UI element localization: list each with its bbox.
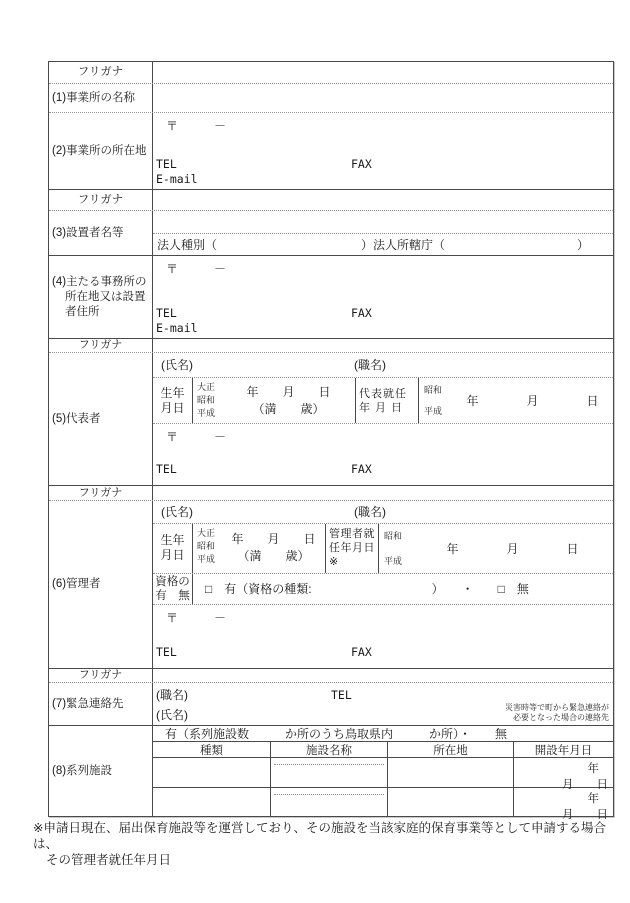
facilities-table-header (153, 742, 613, 758)
birthdate-field (193, 524, 326, 573)
era-options: 昭和 平成 (384, 530, 403, 566)
footnote-line-1: ※申請日現在、届出保育施設等を運営しており、その施設を当該家庭的保育事業等として申請する場合は、 (33, 821, 606, 851)
facility-address-cell (388, 788, 514, 816)
application-form-table (48, 61, 614, 821)
title-paren-label: (職名) (354, 358, 386, 373)
fax-label: FAX (351, 306, 372, 320)
furigana-label: フリガナ (49, 669, 153, 682)
furigana-label: フリガナ (49, 190, 153, 210)
furigana-field (153, 669, 613, 682)
title-paren-label: (職名) (354, 505, 386, 520)
furigana-label: フリガナ (49, 339, 153, 352)
corporation-type-line: 法人種別（ ）法人所轄庁（ ） (157, 238, 590, 253)
head-office-address-field (153, 256, 613, 338)
facility-table-row (153, 788, 613, 821)
birthdate-age: （満 歳） (252, 401, 325, 416)
furigana-field (153, 486, 613, 500)
assumption-date-header: 管理者就 任年月日 ※ (326, 524, 379, 573)
facility-table-row (153, 758, 613, 791)
business-name-label: (1)事業所の名称 (49, 84, 153, 112)
assumption-date-field (379, 524, 613, 573)
emergency-contact-label: (7)緊急連絡先 (49, 683, 153, 725)
manager-address-field (153, 605, 613, 668)
name-paren-label: (氏名) (156, 708, 188, 722)
col-facility-name-header: 施設名称 (271, 742, 388, 757)
furigana-strip (274, 788, 384, 795)
row-emergency-contact (49, 683, 613, 726)
representative-name-row (153, 353, 613, 378)
row-affiliated-facilities (49, 726, 613, 821)
facility-type-cell (153, 758, 271, 787)
assumption-ymd: 年 月 日 (466, 394, 599, 409)
row-founder-name (49, 211, 613, 256)
row-representative (49, 353, 613, 486)
founder-name-label: (3)設置者名等 (49, 211, 153, 255)
row-head-office-address (49, 256, 613, 339)
business-address-field (153, 113, 613, 189)
name-paren-label: (氏名) (161, 358, 193, 373)
postal-code-line: 〒 － (166, 611, 227, 626)
furigana-row-manager (49, 486, 613, 501)
facility-name-cell (271, 758, 388, 787)
representative-address-field (153, 424, 613, 485)
fax-label: FAX (351, 645, 372, 659)
furigana-label: フリガナ (49, 486, 153, 500)
fax-label: FAX (351, 157, 372, 171)
qualification-checkbox-line: □ 有（資格の種類: ） ・ □ 無 (205, 582, 529, 597)
business-name-field (153, 84, 613, 112)
manager-birth-row (153, 524, 613, 574)
row-business-name (49, 84, 613, 113)
qualification-header: 資格の 有 無 (153, 574, 193, 605)
facility-opening-date-cell: 年 月 日 (562, 763, 608, 791)
postal-code-line: 〒 － (166, 119, 227, 133)
furigana-row-representative (49, 339, 613, 353)
furigana-row-business-name (49, 62, 613, 84)
affiliated-count-line: 有（系列施設数 か所のうち鳥取県内 か所）・ 無 (153, 726, 613, 742)
birthdate-header: 生年 月日 (153, 378, 193, 424)
name-paren-label: (氏名) (161, 505, 193, 520)
founder-name-field (153, 211, 613, 234)
assumption-date-header: 代表就任 年 月 日 (356, 378, 419, 424)
facility-name-cell (271, 788, 388, 816)
row-manager (49, 501, 613, 669)
assumption-ymd: 年 月 日 (446, 541, 579, 556)
tel-label: TEL (156, 645, 177, 659)
col-opening-date-header: 開設年月日 (534, 744, 593, 757)
furigana-field (153, 190, 613, 210)
postal-code-line: 〒 － (166, 262, 227, 276)
tel-label: TEL (156, 306, 177, 320)
furigana-strip (274, 758, 384, 765)
email-label: E-mail (156, 172, 198, 186)
manager-label: (6)管理者 (49, 501, 153, 668)
birthdate-field (193, 378, 356, 424)
era-options: 大正 昭和 平成 (197, 381, 216, 418)
head-office-address-label: (4)主たる事務所の 所在地又は設置 者住所 (49, 256, 153, 338)
furigana-field (153, 62, 613, 83)
tel-label: TEL (331, 688, 352, 702)
tel-label: TEL (156, 157, 177, 171)
birthdate-age: （満 歳） (237, 549, 310, 564)
manager-qualification-row (153, 574, 613, 606)
furigana-field (153, 339, 613, 352)
emergency-contact-note: 災害時等で町から緊急連絡が 必要となった場合の連絡先 (505, 703, 609, 722)
furigana-label: フリガナ (49, 62, 153, 83)
representative-birth-row (153, 378, 613, 425)
footnote-line-2: その管理者就任年月日 (46, 853, 172, 867)
manager-name-row (153, 501, 613, 524)
facility-address-cell (388, 758, 514, 787)
birthdate-ymd: 年 月 日 (231, 532, 316, 547)
title-paren-label: (職名) (156, 688, 188, 702)
business-address-label: (2)事業所の所在地 (49, 113, 153, 189)
era-options: 昭和 平成 (424, 384, 443, 417)
furigana-row-emergency-contact (49, 669, 613, 683)
assumption-date-field (419, 378, 613, 424)
email-label: E-mail (156, 321, 198, 335)
emergency-contact-field (153, 683, 613, 725)
tel-label: TEL (156, 462, 177, 476)
postal-code-line: 〒 － (166, 430, 227, 445)
facility-opening-date-cell: 年 月 日 (562, 793, 608, 821)
representative-label: (5)代表者 (49, 353, 153, 485)
furigana-row-founder-name (49, 190, 613, 211)
birthdate-ymd: 年 月 日 (246, 384, 331, 399)
col-address-header: 所在地 (388, 742, 514, 757)
birthdate-header: 生年 月日 (153, 524, 193, 573)
affiliated-facilities-label: (8)系列施設 (49, 726, 153, 816)
form-footnote (33, 820, 621, 868)
col-type-header: 種類 (153, 742, 271, 757)
fax-label: FAX (351, 462, 372, 476)
facility-type-cell (153, 788, 271, 816)
row-business-address (49, 113, 613, 190)
era-options: 大正 昭和 平成 (197, 527, 216, 564)
